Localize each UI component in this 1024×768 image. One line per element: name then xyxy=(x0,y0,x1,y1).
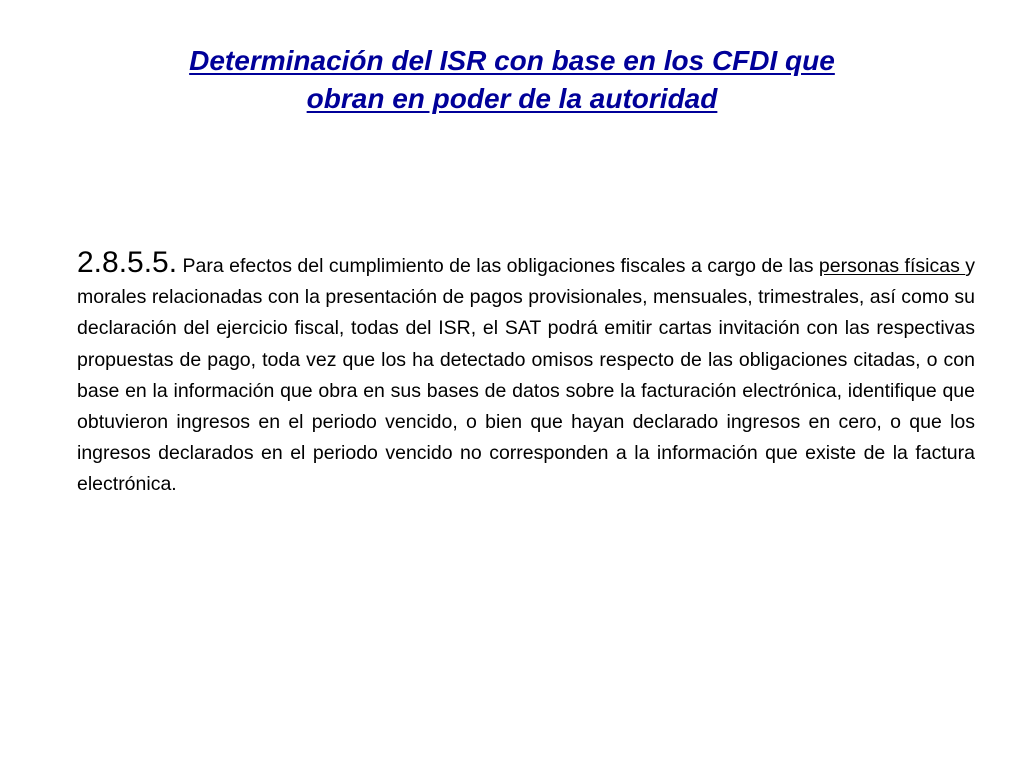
slide-title-line-1: Determinación del ISR con base en los CFDI que xyxy=(189,45,835,76)
paragraph-text-end: y morales relacionadas con la presentación de pagos provisionales, mensuales, trimestrales, así como su declaración del ejercicio fiscal, todas del ISR, el SAT podrá emitir cartas invitación con las respectivas propuestas de pago, toda vez que los ha detectado omisos respecto de las obligaciones citadas, o con base en la información que obra en sus bases de datos sobre la facturación electrónica, identifique que obtuvieron ingresos en el periodo vencido, o bien que hayan declarado ingresos en cero, o que los ingresos declarados en el periodo vencido no corresponden a la información que existe de la factura electrónica. xyxy=(77,255,975,496)
rule-number: 2.8.5.5. xyxy=(77,246,178,279)
slide-title-line-2: obran en poder de la autoridad xyxy=(306,83,718,114)
paragraph-text-start: Para efectos del cumplimiento de las obligaciones fiscales a cargo de las xyxy=(177,255,819,277)
slide-title xyxy=(60,42,964,118)
underlined-phrase: personas físicas xyxy=(818,255,966,277)
rule-paragraph xyxy=(77,247,975,501)
